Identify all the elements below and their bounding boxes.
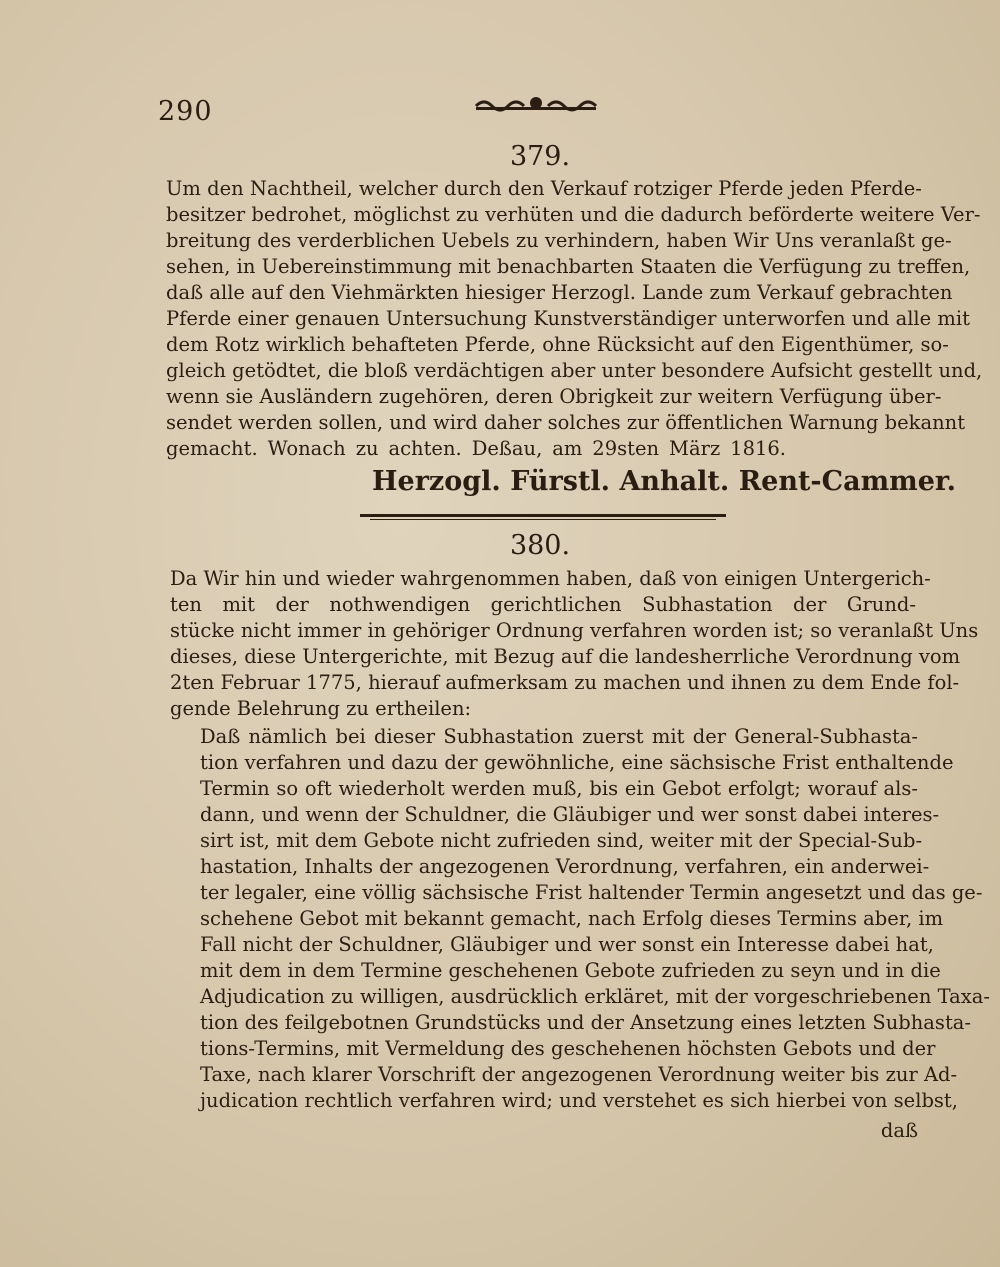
entry-379-line-10: sendet werden sollen, und wird daher solches zur öffentlichen Warnung bekannt: [166, 411, 966, 434]
entry-379-line-4: sehen, in Uebereinstimmung mit benachbarten Staaten die Verfügung zu treffen,: [166, 255, 971, 278]
entry-380-line-17: Adjudication zu willigen, ausdrücklich erkläret, mit der vorgeschriebenen Taxa-: [200, 985, 990, 1008]
entry-380-line-19: tions-Termins, mit Vermeldung des geschehenen höchsten Gebots und der: [200, 1037, 936, 1060]
entry-379-line-3: breitung des verderblichen Uebels zu verhindern, haben Wir Uns veranlaßt ge-: [166, 229, 952, 252]
entry-380-line-3: stücke nicht immer in gehöriger Ordnung verfahren worden ist; so veranlaßt Uns: [170, 619, 979, 642]
entry-379-line-5: daß alle auf den Viehmärkten hiesiger Herzogl. Lande zum Verkauf gebrachten: [166, 281, 953, 304]
entry-number-379: 379.: [509, 141, 571, 172]
entry-380-line-15: Fall nicht der Schuldner, Gläubiger und wer sonst ein Interesse dabei hat,: [200, 933, 934, 956]
entry-number-380: 380.: [509, 530, 571, 561]
entry-380-line-9: Termin so oft wiederholt werden muß, bis ein Gebot erfolgt; worauf als-: [200, 777, 918, 800]
entry-380-line-18: tion des feilgebotnen Grundstücks und der Ansetzung eines letzten Subhasta-: [200, 1011, 971, 1034]
entry-379-line-11: gemacht. Wonach zu achten. Deßau, am 29sten März 1816.: [166, 437, 786, 460]
entry-379-line-2: besitzer bedrohet, möglichst zu verhüten und die dadurch beförderte weitere Ver-: [166, 203, 981, 226]
entry-380-line-5: 2ten Februar 1775, hierauf aufmerksam zu machen und ihnen zu dem Ende fol-: [170, 671, 960, 694]
entry-379-line-6: Pferde einer genauen Untersuchung Kunstverständiger unterworfen und alle mit: [166, 307, 970, 330]
entry-380-line-11: sirt ist, mit dem Gebote nicht zufrieden sind, weiter mit der Special-Sub-: [200, 829, 923, 852]
catchword: daß: [880, 1119, 918, 1142]
entry-379-line-9: wenn sie Ausländern zugehören, deren Obrigkeit zur weitern Verfügung über-: [166, 385, 942, 408]
entry-379-line-8: gleich getödtet, die bloß verdächtigen aber unter besondere Aufsicht gestellt und,: [166, 359, 983, 382]
entry-380-line-1: Da Wir hin und wieder wahrgenommen haben, daß von einigen Untergerich-: [170, 567, 931, 590]
entry-380-line-4: dieses, diese Untergerichte, mit Bezug auf die landesherrliche Verordnung vom: [170, 645, 961, 668]
entry-380-line-6: gende Belehrung zu ertheilen:: [170, 697, 472, 720]
section-divider: [360, 513, 726, 521]
entry-379-line-7: dem Rotz wirklich behafteten Pferde, ohne Rücksicht auf den Eigenthümer, so-: [166, 333, 949, 356]
signature: Herzogl. Fürstl. Anhalt. Rent-Cammer.: [372, 466, 957, 497]
entry-380-line-14: schehene Gebot mit bekannt gemacht, nach Erfolg dieses Termins aber, im: [200, 907, 944, 930]
page-number: 290: [158, 96, 213, 127]
entry-380-line-12: hastation, Inhalts der angezogenen Verordnung, verfahren, ein anderwei-: [200, 855, 930, 878]
entry-380-line-2: ten mit der nothwendigen gerichtlichen Subhastation der Grund-: [170, 593, 916, 616]
entry-380-line-7: Daß nämlich bei dieser Subhastation zuerst mit der General-Subhasta-: [200, 725, 918, 748]
entry-380-line-16: mit dem in dem Termine geschehenen Gebote zufrieden zu seyn und in die: [200, 959, 941, 982]
entry-380-line-21: judication rechtlich verfahren wird; und verstehet es sich hierbei von selbst,: [200, 1089, 958, 1112]
entry-380-line-8: tion verfahren und dazu der gewöhnliche, eine sächsische Frist enthaltende: [200, 751, 954, 774]
entry-380-line-20: Taxe, nach klarer Vorschrift der angezogenen Verordnung weiter bis zur Ad-: [200, 1063, 958, 1086]
entry-379-line-1: Um den Nachtheil, welcher durch den Verkauf rotziger Pferde jeden Pferde-: [166, 177, 922, 200]
entry-380-line-13: ter legaler, eine völlig sächsische Frist haltender Termin angesetzt und das ge-: [200, 881, 983, 904]
header-ornament: [474, 94, 598, 112]
entry-380-line-10: dann, und wenn der Schuldner, die Gläubiger und wer sonst dabei interes-: [200, 803, 940, 826]
